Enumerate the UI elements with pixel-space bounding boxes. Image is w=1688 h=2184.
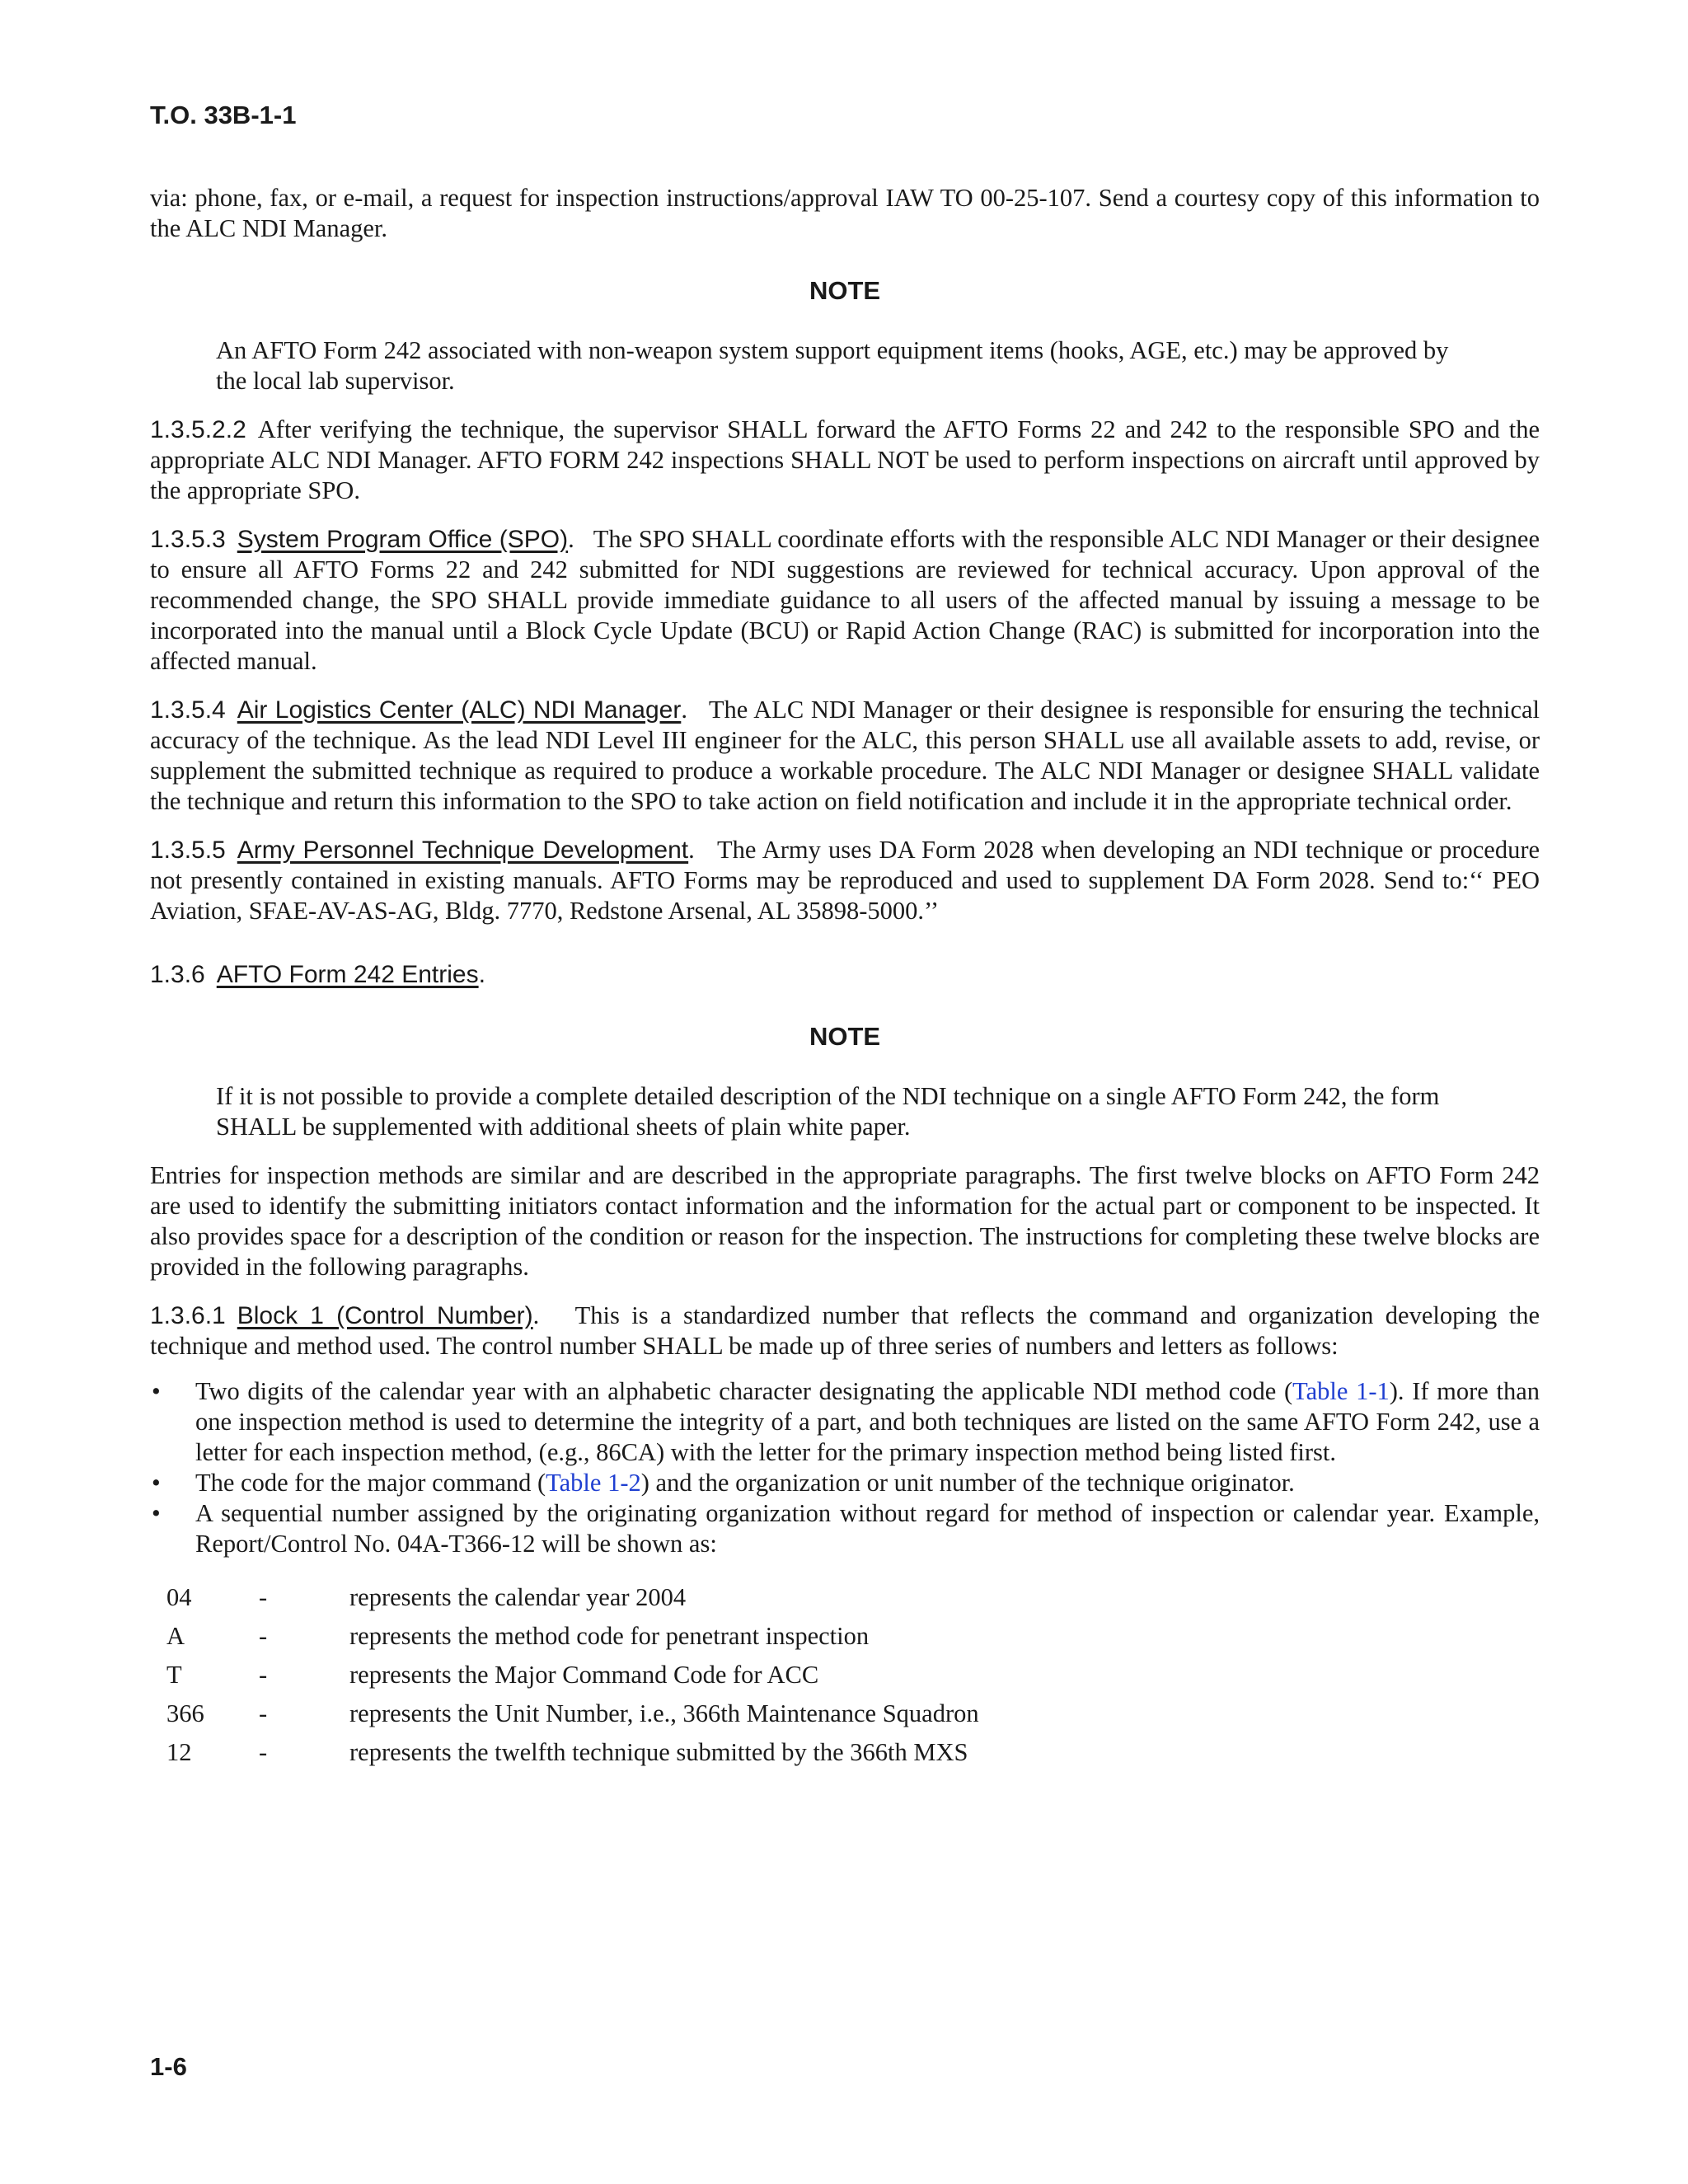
code-cell: 04 bbox=[166, 1583, 192, 1611]
description-cell: represents the Unit Number, i.e., 366th Maintenance Squadron bbox=[349, 1699, 979, 1727]
paragraph-1-3-6-1: 1.3.6.1 Block 1 (Control Number). This is a standardized number that reflects the command and organization developing the technique and method used. The control number SHALL be made up of three series of numbers and letters as follows: bbox=[150, 1301, 1540, 1360]
list-item: • A sequential number assigned by the originating organization without regard for method of inspection or calendar year. Example, Report/Control No. 04A-T366-12 will be shown as: bbox=[150, 1498, 1540, 1559]
description-cell: represents the method code for penetrant inspection bbox=[349, 1622, 870, 1650]
paragraph-number: 1.3.5.2.2 bbox=[150, 416, 246, 443]
note-text: An AFTO Form 242 associated with non-weapon system support equipment items (hooks, AGE, etc.) may be approved by the local lab supervisor. bbox=[216, 336, 1449, 395]
description-cell: represents the twelfth technique submitted by the 366th MXS bbox=[349, 1738, 968, 1766]
list-item: • Two digits of the calendar year with an alphabetic character designating the applicable NDI method code (Table 1-1). If more than one inspection method is used to determine the integrity of a part, and both techniques are listed on the same AFTO Form 242, use a letter for each inspection method, (e.g., 86CA) with the letter for the primary inspection method being listed first. bbox=[150, 1376, 1540, 1468]
paragraph-text: After verifying the technique, the supervisor SHALL forward the AFTO Forms 22 and 242 to the responsible SPO and the appropriate ALC NDI Manager. AFTO FORM 242 inspections SHALL NOT be used to perform inspections on aircraft until approved by the appropriate SPO. bbox=[150, 415, 1540, 504]
description-cell: represents the calendar year 2004 bbox=[349, 1583, 687, 1611]
table-row bbox=[166, 1737, 979, 1776]
paragraph-number: 1.3.5.3 bbox=[150, 526, 226, 553]
paragraph-1-3-5-5: 1.3.5.5 Army Personnel Technique Development. The Army uses DA Form 2028 when developing an NDI technique or procedure not presently contained in existing manuals. AFTO Forms may be reproduced and used to supplement DA Form 2028. Send to:‘‘ PEO Aviation, SFAE-AV-AS-AG, Bldg. 7770, Redstone Arsenal, AL 35898-5000.’’ bbox=[150, 836, 1540, 925]
paragraph-title: Army Personnel Technique Development bbox=[237, 837, 689, 864]
code-cell: 12 bbox=[166, 1738, 192, 1766]
entries-intro-paragraph: Entries for inspection methods are similar and are described in the appropriate paragraphs. The first twelve blocks on AFTO Form 242 are used to identify the submitting initiators contact information and the information for the actual part or component to be inspected. It also provides space for a description of the condition or reason for the inspection. The instructions for completing these twelve blocks are provided in the following paragraphs. bbox=[150, 1161, 1540, 1281]
section-title: AFTO Form 242 Entries bbox=[216, 961, 479, 988]
table-row bbox=[166, 1582, 979, 1621]
paragraph-text: This is a standardized number that reflects the command and organization developing the technique and method used. The control number SHALL be made up of three series of numbers and letters as follows: bbox=[150, 1301, 1540, 1360]
dash-cell: - bbox=[259, 1738, 268, 1766]
paragraph-text: The ALC NDI Manager or their designee is responsible for ensuring the technical accuracy of the technique. As the lead NDI Level III engineer for the ALC, this person SHALL use all available assets to add, revise, or supplement the submitted technique as required to produce a workable procedure. The ALC NDI Manager or designee SHALL validate the technique and return this information to the SPO to take action on field notification and include it in the appropriate technical order. bbox=[150, 696, 1540, 815]
paragraph-number: 1.3.5.5 bbox=[150, 837, 226, 864]
dash-cell: - bbox=[259, 1622, 268, 1650]
table-1-1-link[interactable]: Table 1-1 bbox=[1292, 1377, 1390, 1405]
continuation-paragraph: via: phone, fax, or e-mail, a request for inspection instructions/approval IAW TO 00-25-107. Send a courtesy copy of this information to the ALC NDI Manager. bbox=[150, 184, 1540, 242]
document-code-header: T.O. 33B-1-1 bbox=[150, 101, 297, 129]
section-heading-1-3-6: 1.3.6 AFTO Form 242 Entries. bbox=[150, 960, 486, 988]
table-1-2-link[interactable]: Table 1-2 bbox=[546, 1469, 641, 1497]
note-heading: NOTE bbox=[809, 276, 881, 305]
section-number: 1.3.6 bbox=[150, 961, 205, 988]
page-number-footer: 1-6 bbox=[150, 2052, 187, 2081]
table-row bbox=[166, 1621, 979, 1660]
paragraph-title: System Program Office (SPO) bbox=[237, 526, 569, 553]
note-heading: NOTE bbox=[809, 1022, 881, 1051]
list-item: • The code for the major command (Table 1-2) and the organization or unit number of the technique originator. bbox=[150, 1468, 1540, 1498]
paragraph-number: 1.3.5.4 bbox=[150, 696, 226, 724]
code-cell: T bbox=[166, 1661, 182, 1689]
paragraph-title: Block 1 (Control Number) bbox=[237, 1302, 533, 1329]
paragraph-1-3-5-3: 1.3.5.3 System Program Office (SPO). The SPO SHALL coordinate efforts with the responsible ALC NDI Manager or their designee to ensure all AFTO Forms 22 and 242 submitted for NDI suggestions are reviewed for technical accuracy. Upon approval of the recommended change, the SPO SHALL provide immediate guidance to all users of the affected manual by issuing a message to be incorporated into the manual until a Block Cycle Update (BCU) or Rapid Action Change (RAC) is submitted for incorporation into the affected manual. bbox=[150, 525, 1540, 675]
dash-cell: - bbox=[259, 1661, 268, 1689]
paragraph-text: The Army uses DA Form 2028 when developing an NDI technique or procedure not presently contained in existing manuals. AFTO Forms may be reproduced and used to supplement DA Form 2028. Send to:‘‘ PEO Aviation, SFAE-AV-AS-AG, Bldg. 7770, Redstone Arsenal, AL 35898-5000.’’ bbox=[150, 836, 1540, 925]
description-cell: represents the Major Command Code for ACC bbox=[349, 1661, 819, 1689]
dash-cell: - bbox=[259, 1699, 268, 1727]
table-row bbox=[166, 1699, 979, 1737]
dash-cell: - bbox=[259, 1583, 268, 1611]
paragraph-text: The SPO SHALL coordinate efforts with the responsible ALC NDI Manager or their designee to ensure all AFTO Forms 22 and 242 submitted for NDI suggestions are reviewed for technical accuracy. Upon approval of the recommended change, the SPO SHALL provide immediate guidance to all users of the affected manual by issuing a message to be incorporated into the manual until a Block Cycle Update (BCU) or Rapid Action Change (RAC) is submitted for incorporation into the affected manual. bbox=[150, 525, 1540, 675]
code-cell: A bbox=[166, 1622, 185, 1650]
paragraph-1-3-5-4: 1.3.5.4 Air Logistics Center (ALC) NDI Manager. The ALC NDI Manager or their designee is responsible for ensuring the technical accuracy of the technique. As the lead NDI Level III engineer for the ALC, this person SHALL use all available assets to add, revise, or supplement the submitted technique as required to produce a workable procedure. The ALC NDI Manager or designee SHALL validate the technique and return this information to the SPO to take action on field notification and include it in the appropriate technical order. bbox=[150, 696, 1540, 815]
note-text: If it is not possible to provide a complete detailed description of the NDI technique on a single AFTO Form 242, the form SHALL be supplemented with additional sheets of plain white paper. bbox=[216, 1082, 1440, 1141]
control-number-bullet-list bbox=[150, 1376, 1540, 1559]
code-cell: 366 bbox=[166, 1699, 204, 1727]
control-number-example-table bbox=[166, 1582, 979, 1776]
paragraph-number: 1.3.6.1 bbox=[150, 1302, 226, 1329]
paragraph-title: Air Logistics Center (ALC) NDI Manager bbox=[237, 696, 682, 724]
paragraph-1-3-5-2-2 bbox=[150, 415, 1540, 506]
document-body bbox=[150, 183, 1540, 1776]
table-row bbox=[166, 1660, 979, 1699]
